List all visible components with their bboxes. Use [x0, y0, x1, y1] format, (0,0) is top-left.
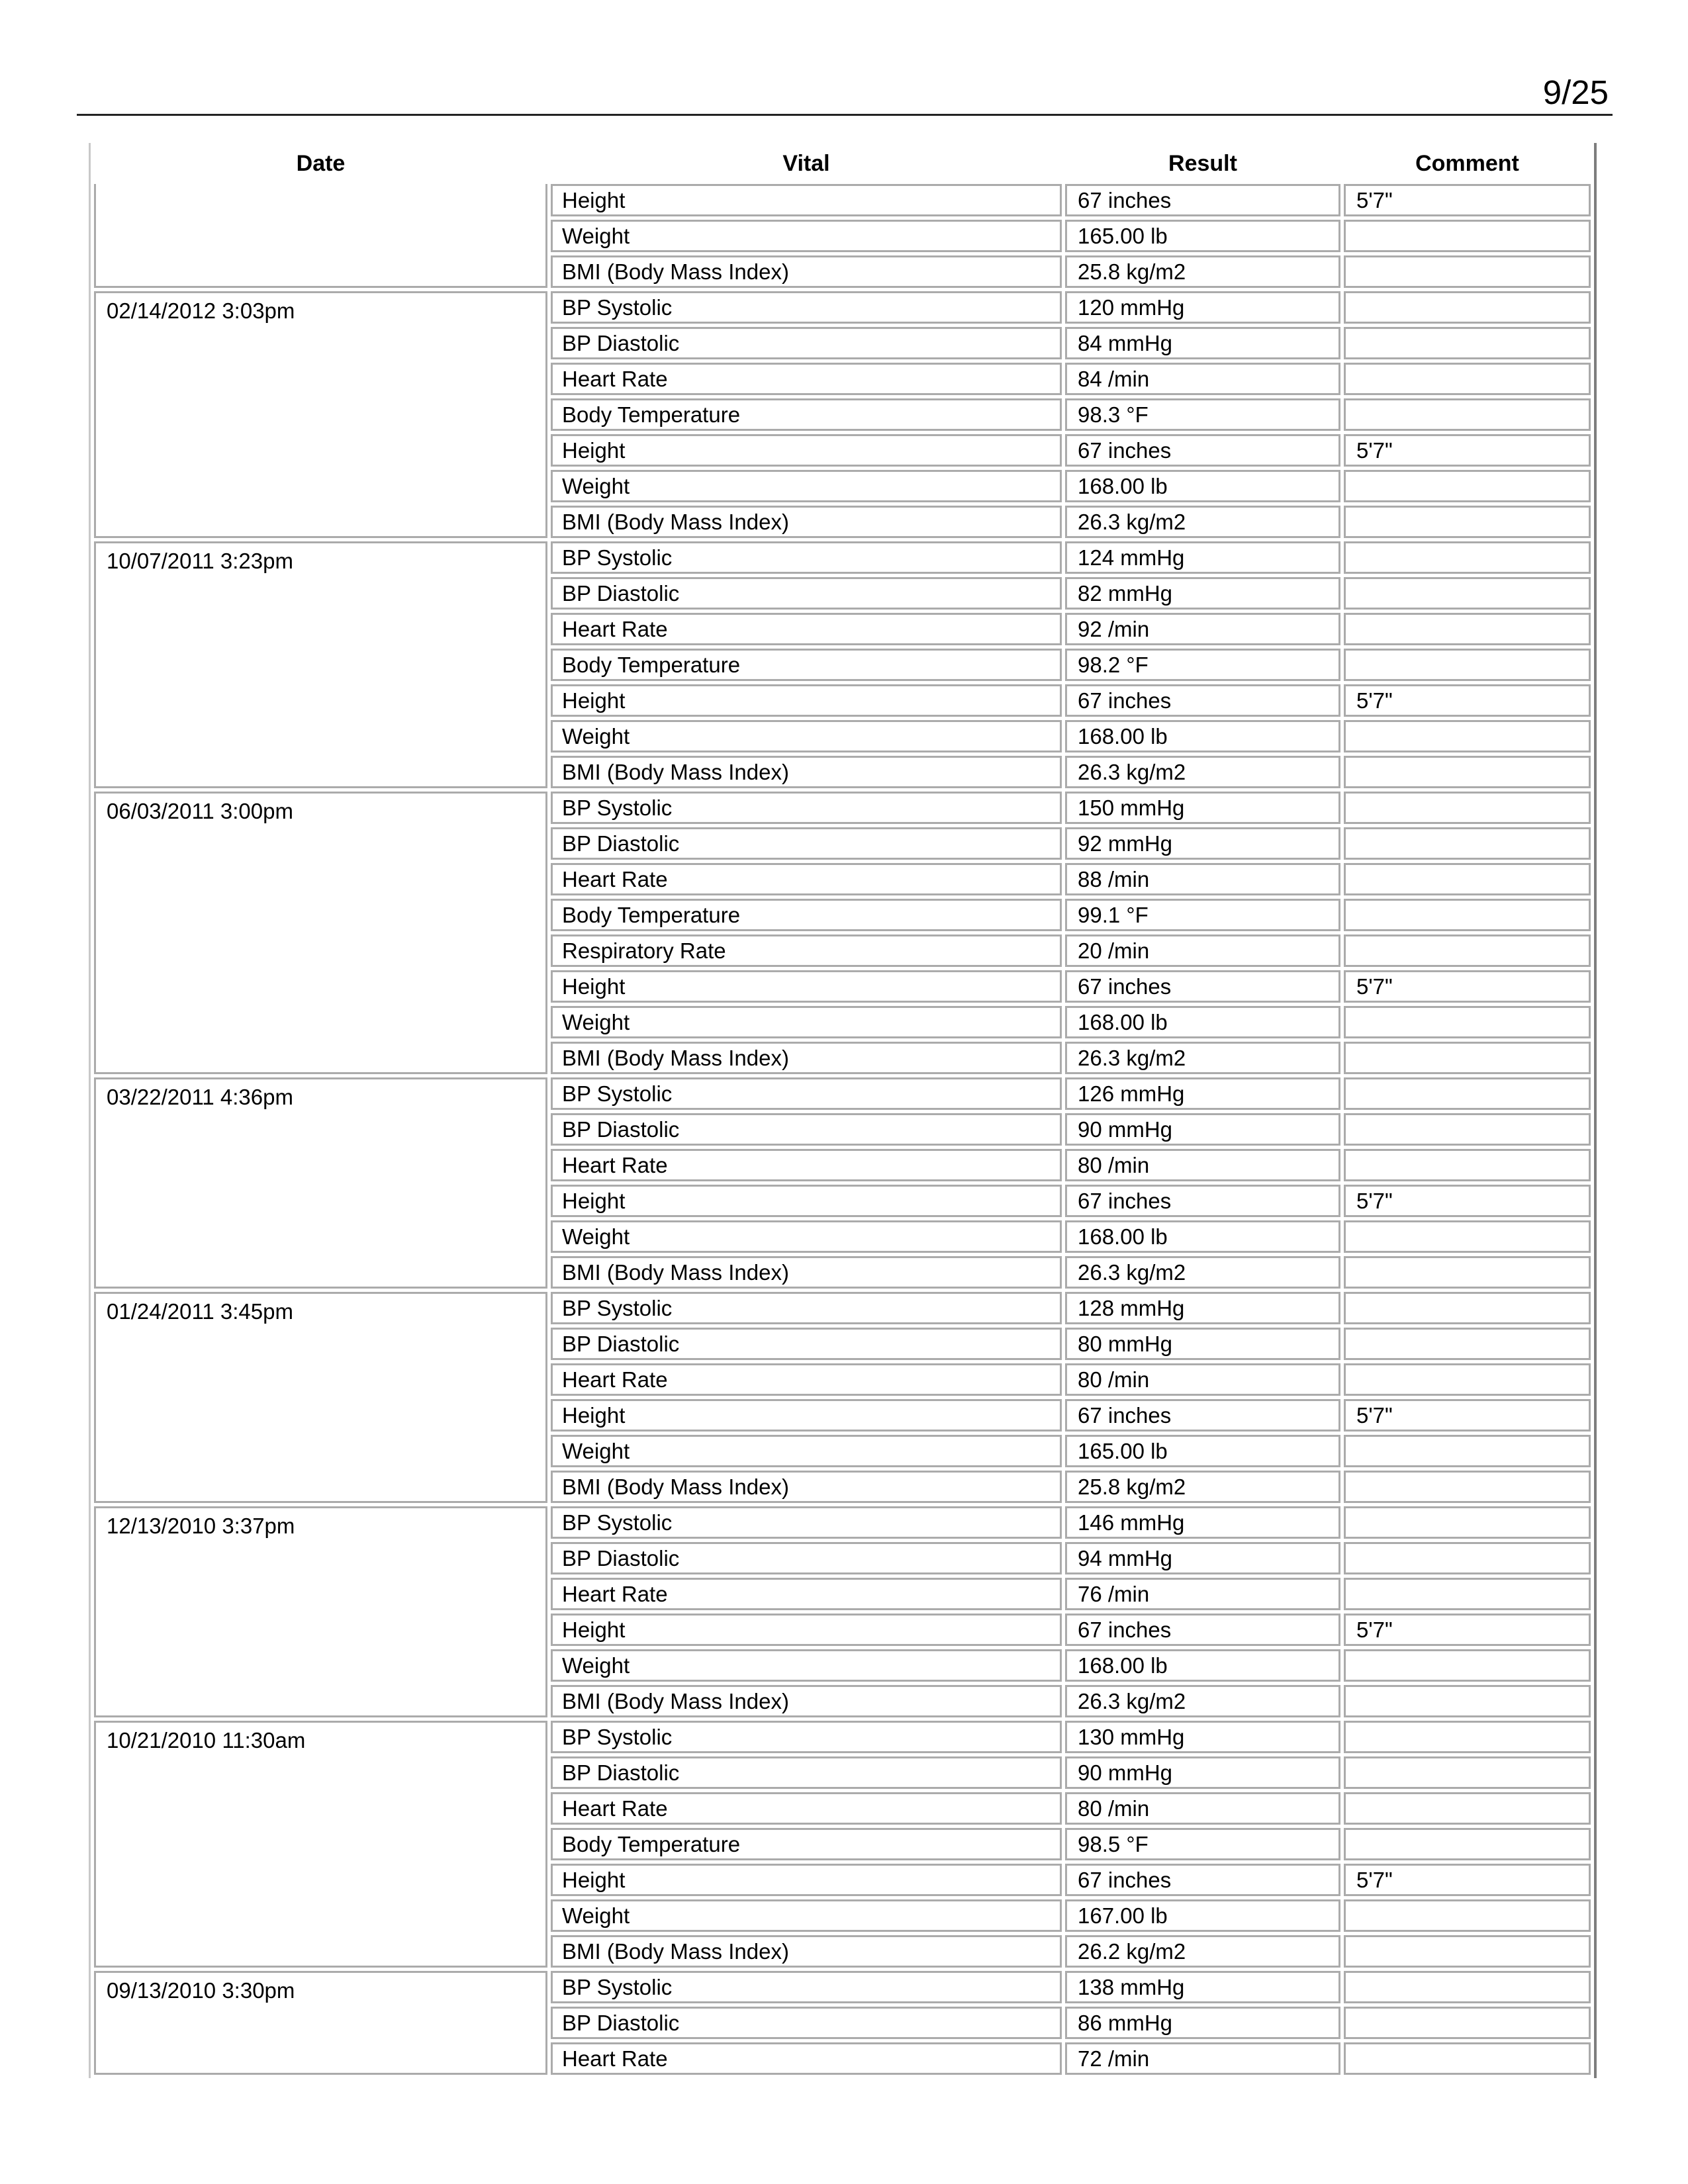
vital-cell: Weight [551, 1649, 1062, 1682]
date-cell: 02/14/2012 3:03pm [94, 291, 547, 538]
date-cell: 12/13/2010 3:37pm [94, 1506, 547, 1717]
comment-cell [1344, 255, 1591, 288]
comment-cell [1344, 1578, 1591, 1610]
comment-cell [1344, 470, 1591, 502]
vital-cell: Height [551, 970, 1062, 1003]
result-cell: 168.00 lb [1065, 1006, 1340, 1038]
comment-cell [1344, 1006, 1591, 1038]
vital-cell: Weight [551, 1899, 1062, 1932]
vital-cell: BP Diastolic [551, 1328, 1062, 1360]
comment-cell [1344, 398, 1591, 431]
date-cell: 09/13/2010 3:30pm [94, 1971, 547, 2075]
result-cell: 168.00 lb [1065, 1220, 1340, 1253]
comment-cell [1344, 1363, 1591, 1396]
result-cell: 26.3 kg/m2 [1065, 506, 1340, 538]
vital-cell: BP Systolic [551, 1506, 1062, 1539]
comment-cell [1344, 291, 1591, 324]
vital-cell: BP Systolic [551, 1077, 1062, 1110]
comment-cell [1344, 1721, 1591, 1753]
comment-cell [1344, 220, 1591, 252]
comment-cell [1344, 1328, 1591, 1360]
result-cell: 76 /min [1065, 1578, 1340, 1610]
comment-cell [1344, 1971, 1591, 2003]
comment-cell [1344, 1542, 1591, 1574]
vital-cell: Respiratory Rate [551, 934, 1062, 967]
result-cell: 80 /min [1065, 1363, 1340, 1396]
comment-cell [1344, 1256, 1591, 1289]
vital-cell: Heart Rate [551, 1578, 1062, 1610]
vitals-table [89, 143, 1597, 2078]
vital-cell: Height [551, 184, 1062, 216]
vital-cell: BP Diastolic [551, 2007, 1062, 2039]
result-cell: 150 mmHg [1065, 792, 1340, 824]
result-cell: 168.00 lb [1065, 720, 1340, 752]
vital-cell: BP Systolic [551, 541, 1062, 574]
result-cell: 67 inches [1065, 434, 1340, 467]
vital-cell: Height [551, 1864, 1062, 1896]
vital-cell: BMI (Body Mass Index) [551, 1685, 1062, 1717]
table-row [94, 792, 1591, 824]
vital-cell: BP Diastolic [551, 327, 1062, 359]
vital-cell: Weight [551, 1006, 1062, 1038]
table-body [94, 184, 1591, 2075]
vital-cell: Heart Rate [551, 2042, 1062, 2075]
result-cell: 84 /min [1065, 363, 1340, 395]
vital-cell: BP Diastolic [551, 1113, 1062, 1146]
comment-cell [1344, 1828, 1591, 1860]
date-cell: 10/07/2011 3:23pm [94, 541, 547, 788]
vital-cell: Heart Rate [551, 613, 1062, 645]
result-cell: 26.3 kg/m2 [1065, 756, 1340, 788]
vital-cell: Body Temperature [551, 398, 1062, 431]
result-cell: 67 inches [1065, 1864, 1340, 1896]
vital-cell: BP Systolic [551, 1292, 1062, 1324]
vital-cell: BP Systolic [551, 291, 1062, 324]
comment-cell [1344, 1042, 1591, 1074]
comment-cell: 5'7" [1344, 1399, 1591, 1432]
comment-cell [1344, 899, 1591, 931]
comment-cell [1344, 1077, 1591, 1110]
comment-cell: 5'7" [1344, 1864, 1591, 1896]
col-header-comment: Comment [1415, 150, 1519, 176]
vital-cell: Weight [551, 1220, 1062, 1253]
comment-cell [1344, 863, 1591, 895]
vital-cell: Weight [551, 720, 1062, 752]
result-cell: 25.8 kg/m2 [1065, 1471, 1340, 1503]
col-header-date: Date [296, 150, 346, 176]
vital-cell: BMI (Body Mass Index) [551, 1935, 1062, 1968]
vital-cell: Heart Rate [551, 363, 1062, 395]
result-cell: 84 mmHg [1065, 327, 1340, 359]
vital-cell: Height [551, 1614, 1062, 1646]
comment-cell: 5'7" [1344, 1614, 1591, 1646]
result-cell: 120 mmHg [1065, 291, 1340, 324]
result-cell: 80 /min [1065, 1792, 1340, 1825]
vital-cell: Body Temperature [551, 1828, 1062, 1860]
page-number: 9/25 [1542, 73, 1609, 111]
vital-cell: Height [551, 684, 1062, 717]
result-cell: 146 mmHg [1065, 1506, 1340, 1539]
result-cell: 26.2 kg/m2 [1065, 1935, 1340, 1968]
comment-cell [1344, 720, 1591, 752]
comment-cell: 5'7" [1344, 684, 1591, 717]
vital-cell: Weight [551, 470, 1062, 502]
comment-cell [1344, 363, 1591, 395]
table-row [94, 1721, 1591, 1753]
result-cell: 82 mmHg [1065, 577, 1340, 610]
table-row [94, 1971, 1591, 2003]
comment-cell [1344, 1935, 1591, 1968]
vital-cell: Heart Rate [551, 1149, 1062, 1181]
vital-cell: BP Diastolic [551, 1542, 1062, 1574]
comment-cell [1344, 577, 1591, 610]
vital-cell: Weight [551, 1435, 1062, 1467]
result-cell: 92 /min [1065, 613, 1340, 645]
comment-cell [1344, 1435, 1591, 1467]
vital-cell: BMI (Body Mass Index) [551, 756, 1062, 788]
vital-cell: Heart Rate [551, 1363, 1062, 1396]
comment-cell [1344, 506, 1591, 538]
result-cell: 165.00 lb [1065, 220, 1340, 252]
header-row [94, 146, 1591, 181]
result-cell: 67 inches [1065, 1614, 1340, 1646]
vital-cell: Height [551, 1185, 1062, 1217]
result-cell: 67 inches [1065, 970, 1340, 1003]
vital-cell: BMI (Body Mass Index) [551, 1471, 1062, 1503]
comment-cell [1344, 827, 1591, 860]
vital-cell: BMI (Body Mass Index) [551, 1256, 1062, 1289]
comment-cell [1344, 1792, 1591, 1825]
comment-cell: 5'7" [1344, 434, 1591, 467]
vital-cell: BMI (Body Mass Index) [551, 1042, 1062, 1074]
result-cell: 124 mmHg [1065, 541, 1340, 574]
result-cell: 88 /min [1065, 863, 1340, 895]
comment-cell: 5'7" [1344, 184, 1591, 216]
comment-cell [1344, 613, 1591, 645]
comment-cell [1344, 792, 1591, 824]
comment-cell [1344, 1471, 1591, 1503]
table-row [94, 291, 1591, 324]
comment-cell [1344, 1506, 1591, 1539]
result-cell: 26.3 kg/m2 [1065, 1256, 1340, 1289]
comment-cell [1344, 541, 1591, 574]
comment-cell [1344, 1292, 1591, 1324]
result-cell: 86 mmHg [1065, 2007, 1340, 2039]
result-cell: 128 mmHg [1065, 1292, 1340, 1324]
result-cell: 67 inches [1065, 184, 1340, 216]
result-cell: 25.8 kg/m2 [1065, 255, 1340, 288]
result-cell: 165.00 lb [1065, 1435, 1340, 1467]
vital-cell: Body Temperature [551, 899, 1062, 931]
vital-cell: BP Systolic [551, 1721, 1062, 1753]
vital-cell: BP Systolic [551, 792, 1062, 824]
vital-cell: BMI (Body Mass Index) [551, 255, 1062, 288]
table-row [94, 1292, 1591, 1324]
result-cell: 167.00 lb [1065, 1899, 1340, 1932]
vital-cell: BP Diastolic [551, 577, 1062, 610]
comment-cell [1344, 649, 1591, 681]
comment-cell [1344, 2007, 1591, 2039]
comment-cell [1344, 1756, 1591, 1789]
result-cell: 80 mmHg [1065, 1328, 1340, 1360]
table-row [94, 1506, 1591, 1539]
vital-cell: Body Temperature [551, 649, 1062, 681]
comment-cell [1344, 327, 1591, 359]
result-cell: 98.3 °F [1065, 398, 1340, 431]
comment-cell [1344, 1649, 1591, 1682]
table-row [94, 184, 1591, 216]
result-cell: 94 mmHg [1065, 1542, 1340, 1574]
result-cell: 67 inches [1065, 1399, 1340, 1432]
result-cell: 90 mmHg [1065, 1113, 1340, 1146]
vital-cell: BMI (Body Mass Index) [551, 506, 1062, 538]
result-cell: 98.2 °F [1065, 649, 1340, 681]
comment-cell: 5'7" [1344, 1185, 1591, 1217]
comment-cell [1344, 756, 1591, 788]
comment-cell [1344, 1685, 1591, 1717]
vital-cell: Height [551, 1399, 1062, 1432]
result-cell: 26.3 kg/m2 [1065, 1042, 1340, 1074]
comment-cell [1344, 934, 1591, 967]
table-row [94, 1077, 1591, 1110]
vital-cell: Heart Rate [551, 863, 1062, 895]
result-cell: 26.3 kg/m2 [1065, 1685, 1340, 1717]
result-cell: 80 /min [1065, 1149, 1340, 1181]
comment-cell [1344, 1149, 1591, 1181]
comment-cell [1344, 1220, 1591, 1253]
result-cell: 99.1 °F [1065, 899, 1340, 931]
result-cell: 72 /min [1065, 2042, 1340, 2075]
date-cell: 06/03/2011 3:00pm [94, 792, 547, 1074]
header-rule [77, 114, 1613, 116]
date-cell: 03/22/2011 4:36pm [94, 1077, 547, 1289]
vital-cell: BP Diastolic [551, 1756, 1062, 1789]
result-cell: 67 inches [1065, 684, 1340, 717]
result-cell: 98.5 °F [1065, 1828, 1340, 1860]
col-header-result: Result [1168, 150, 1237, 176]
result-cell: 168.00 lb [1065, 470, 1340, 502]
result-cell: 67 inches [1065, 1185, 1340, 1217]
vital-cell: BP Systolic [551, 1971, 1062, 2003]
comment-cell [1344, 1113, 1591, 1146]
date-cell [94, 184, 547, 288]
result-cell: 138 mmHg [1065, 1971, 1340, 2003]
col-header-vital: Vital [782, 150, 830, 176]
result-cell: 130 mmHg [1065, 1721, 1340, 1753]
date-cell: 01/24/2011 3:45pm [94, 1292, 547, 1503]
comment-cell: 5'7" [1344, 970, 1591, 1003]
vital-cell: Heart Rate [551, 1792, 1062, 1825]
vital-cell: BP Diastolic [551, 827, 1062, 860]
result-cell: 90 mmHg [1065, 1756, 1340, 1789]
result-cell: 168.00 lb [1065, 1649, 1340, 1682]
date-cell: 10/21/2010 11:30am [94, 1721, 547, 1968]
vital-cell: Height [551, 434, 1062, 467]
result-cell: 126 mmHg [1065, 1077, 1340, 1110]
comment-cell [1344, 2042, 1591, 2075]
comment-cell [1344, 1899, 1591, 1932]
vital-cell: Weight [551, 220, 1062, 252]
result-cell: 20 /min [1065, 934, 1340, 967]
result-cell: 92 mmHg [1065, 827, 1340, 860]
table-row [94, 541, 1591, 574]
